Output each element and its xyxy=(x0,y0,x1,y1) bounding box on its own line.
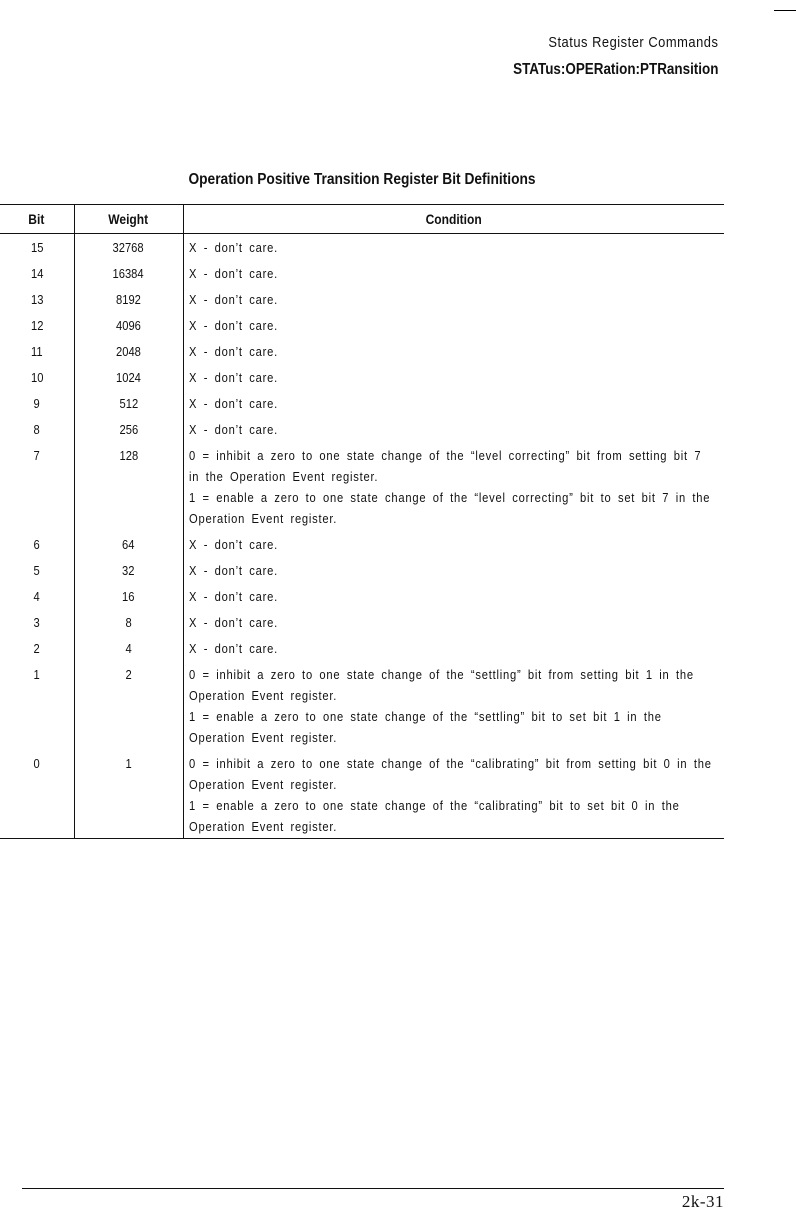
weight-cell: 256 xyxy=(74,415,183,441)
condition-line: 0 = inhibit a zero to one state change of the “level correcting” bit from setting bit 7 xyxy=(188,448,701,463)
table-row xyxy=(0,234,724,260)
condition-cell xyxy=(183,234,724,260)
condition-line: X - don’t care. xyxy=(188,563,278,578)
footer-rule xyxy=(22,1188,724,1189)
condition-cell xyxy=(183,749,724,839)
column-header-weight: Weight xyxy=(74,205,183,234)
condition-cell xyxy=(183,441,724,530)
condition-line: X - don’t care. xyxy=(188,370,278,385)
table-row xyxy=(0,337,724,363)
bit-cell: 9 xyxy=(0,389,74,415)
condition-line: Operation Event register. xyxy=(188,777,337,792)
bit-cell: 1 xyxy=(0,660,74,749)
condition-line: X - don’t care. xyxy=(188,615,278,630)
column-header-condition: Condition xyxy=(425,211,482,227)
bit-cell: 12 xyxy=(0,311,74,337)
condition-line: 1 = enable a zero to one state change of the “settling” bit to set bit 1 in the xyxy=(188,709,662,724)
bit-cell: 2 xyxy=(0,634,74,660)
condition-line: X - don’t care. xyxy=(188,396,278,411)
section-title: Status Register Commands xyxy=(547,34,718,51)
weight-cell: 64 xyxy=(74,530,183,556)
condition-cell xyxy=(183,608,724,634)
condition-line: X - don’t care. xyxy=(188,589,278,604)
table-row xyxy=(0,530,724,556)
condition-cell xyxy=(183,660,724,749)
condition-line: X - don’t care. xyxy=(188,344,278,359)
table-row xyxy=(0,582,724,608)
table-row xyxy=(0,749,724,839)
running-header xyxy=(474,33,718,81)
condition-line: 0 = inhibit a zero to one state change of the “settling” bit from setting bit 1 in the xyxy=(188,667,694,682)
condition-cell xyxy=(183,530,724,556)
bit-cell: 8 xyxy=(0,415,74,441)
bit-cell: 15 xyxy=(0,234,74,260)
condition-line: Operation Event register. xyxy=(188,688,337,703)
condition-line: 0 = inhibit a zero to one state change of the “calibrating” bit from setting bit 0 in the xyxy=(188,756,712,771)
bit-cell: 13 xyxy=(0,285,74,311)
table-header-row xyxy=(0,205,724,234)
condition-line: Operation Event register. xyxy=(188,819,337,834)
table-row xyxy=(0,441,724,530)
weight-cell: 2 xyxy=(74,660,183,749)
weight-cell: 16 xyxy=(74,582,183,608)
table-row xyxy=(0,660,724,749)
condition-line: Operation Event register. xyxy=(188,511,337,526)
bit-cell: 11 xyxy=(0,337,74,363)
condition-line: 1 = enable a zero to one state change of the “calibrating” bit to set bit 0 in the xyxy=(188,798,680,813)
bit-cell: 4 xyxy=(0,582,74,608)
condition-line: X - don’t care. xyxy=(188,240,278,255)
page-number: 2k-31 xyxy=(681,1192,724,1211)
bit-cell: 5 xyxy=(0,556,74,582)
table-row xyxy=(0,556,724,582)
condition-line: 1 = enable a zero to one state change of the “level correcting” bit to set bit 7 in the xyxy=(188,490,710,505)
weight-cell: 8192 xyxy=(74,285,183,311)
weight-cell: 16384 xyxy=(74,259,183,285)
weight-cell: 4096 xyxy=(74,311,183,337)
condition-line: X - don’t care. xyxy=(188,292,278,307)
table-row xyxy=(0,285,724,311)
weight-cell: 512 xyxy=(74,389,183,415)
condition-cell xyxy=(183,582,724,608)
weight-cell: 1024 xyxy=(74,363,183,389)
condition-line: in the Operation Event register. xyxy=(188,469,378,484)
condition-cell xyxy=(183,311,724,337)
weight-cell: 2048 xyxy=(74,337,183,363)
table-row xyxy=(0,363,724,389)
condition-cell xyxy=(183,259,724,285)
weight-cell: 32768 xyxy=(74,234,183,260)
table-row xyxy=(0,259,724,285)
bit-cell: 6 xyxy=(0,530,74,556)
condition-cell xyxy=(183,634,724,660)
bit-cell: 10 xyxy=(0,363,74,389)
condition-cell xyxy=(183,337,724,363)
table-caption: Operation Positive Transition Register Bit Definitions xyxy=(188,171,536,188)
condition-line: Operation Event register. xyxy=(188,730,337,745)
table-body xyxy=(0,234,724,839)
condition-line: X - don’t care. xyxy=(188,422,278,437)
condition-line: X - don’t care. xyxy=(188,266,278,281)
corner-crop-mark xyxy=(774,10,796,11)
condition-cell xyxy=(183,389,724,415)
condition-cell xyxy=(183,285,724,311)
condition-line: X - don’t care. xyxy=(188,537,278,552)
weight-cell: 32 xyxy=(74,556,183,582)
table-row xyxy=(0,311,724,337)
weight-cell: 128 xyxy=(74,441,183,530)
bit-cell: 7 xyxy=(0,441,74,530)
weight-cell: 1 xyxy=(74,749,183,839)
condition-cell xyxy=(183,556,724,582)
command-title: STATus:OPERation:PTRansition xyxy=(512,61,718,78)
condition-cell xyxy=(183,363,724,389)
table-row xyxy=(0,389,724,415)
condition-line: X - don’t care. xyxy=(188,318,278,333)
bit-cell: 0 xyxy=(0,749,74,839)
weight-cell: 8 xyxy=(74,608,183,634)
weight-cell: 4 xyxy=(74,634,183,660)
condition-line: X - don’t care. xyxy=(188,641,278,656)
bit-cell: 3 xyxy=(0,608,74,634)
table-row xyxy=(0,608,724,634)
table-row xyxy=(0,415,724,441)
bit-cell: 14 xyxy=(0,259,74,285)
condition-cell xyxy=(183,415,724,441)
bit-definitions-table xyxy=(0,204,724,839)
table-row xyxy=(0,634,724,660)
column-header-bit: Bit xyxy=(0,205,74,234)
